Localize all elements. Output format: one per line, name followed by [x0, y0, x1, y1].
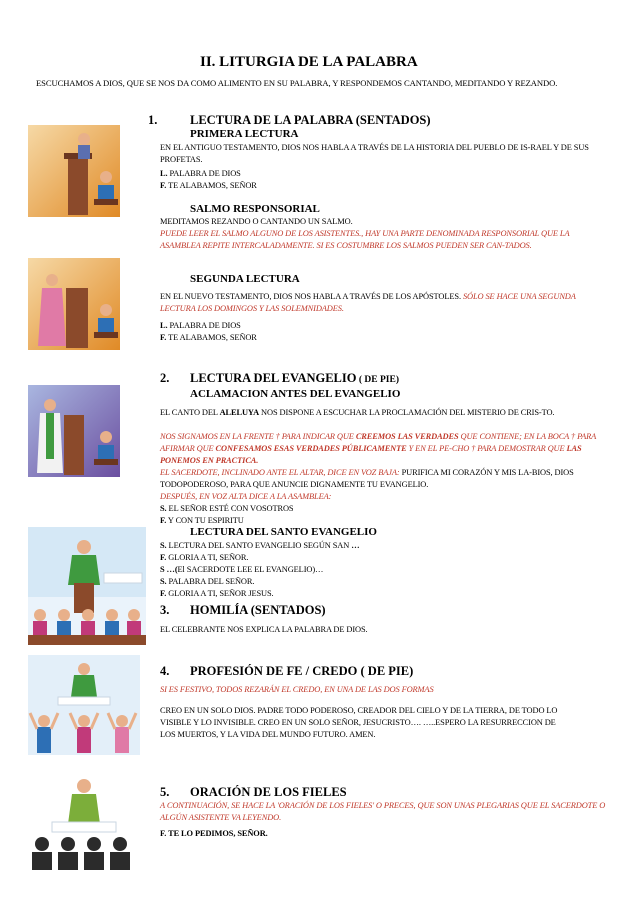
gospel-line-1: S. LECTURA DEL SANTO EVANGELIO SEGÚN SAN … [160, 541, 360, 550]
section-5-title: ORACIÓN DE LOS FIELES [190, 785, 347, 799]
section-4-title: PROFESIÓN DE FE / CREDO ( DE PIE) [190, 664, 414, 678]
gospel-line-4: S. PALABRA DEL SEÑOR. [160, 577, 255, 586]
gospel-line-2: F. GLORIA A TI, SEÑOR. [160, 553, 249, 562]
illustration-creed [28, 655, 140, 755]
first-reading-text: EN EL ANTIGUO TESTAMENTO, DIOS NOS HABLA A TRAVÉS DE LA HISTORIA DEL PUEBLO DE IS-RAEL Y DE SUS PROFETAS. [160, 143, 589, 164]
intro-text: ESCUCHAMOS A DIOS, QUE SE NOS DA COMO ALIMENTO EN SU PALABRA, Y RESPONDEMOS CANTANDO, MEDITANDO Y REZANDO. [36, 78, 558, 88]
homily-text: EL CELEBRANTE NOS EXPLICA LA PALABRA DE DIOS. [160, 625, 368, 634]
illustration-gospel-acclamation [28, 385, 120, 477]
section-3-number: 3. [160, 603, 170, 617]
prayer-note: A CONTINUACIÓN, SE HACE LA 'ORACIÓN DE LOS FIELES' O PRECES, QUE SON UNAS PLEGARIAS QUE EL SACERDOTE O ALGÚN ASISTENTE VA LEYENDO. [160, 801, 606, 822]
illustration-gospel-reading [28, 527, 146, 645]
creed-note: SI ES FESTIVO, TODOS REZARÁN EL CREDO, EN UNA DE LAS DOS FORMAS [160, 685, 434, 694]
second-reading-heading: SEGUNDA LECTURA [190, 273, 300, 285]
section-5-number: 5. [160, 785, 170, 799]
creed-text: CREO EN UN SOLO DIOS. PADRE TODO PODEROSO, CREADOR DEL CIELO Y DE LA TIERRA, DE TODO LO VISIBLE Y LO INVISIBLE. CREO EN UN SOLO SEÑOR, JESUCRISTO…. …..ESPERO LA RESURRECCION DE LOS MUERTOS, Y LA VIDA DEL MUNDO FUTURO. AMEN. [160, 706, 558, 739]
gospel-line-3: S …(El SACERDOTE LEE EL EVANGELIO)… [160, 565, 324, 574]
priest-aloud-note: DESPUÉS, EN VOZ ALTA DICE A LA ASAMBLEA: [160, 492, 332, 501]
gospel-heading: LECTURA DEL SANTO EVANGELIO [190, 526, 377, 538]
psalm-note: PUEDE LEER EL SALMO ALGUNO DE LOS ASISTENTES., HAY UNA PARTE DENOMINADA RESPONSORIAL QUE LA ASAMBLEA REPITE INTERCALADAMENTE. SI ES COSTUMBRE LOS SALMOS PUEDEN SER CAN-TADOS. [160, 229, 570, 250]
acclamation-text: EL CANTO DEL ALELUYA NOS DISPONE A ESCUCHAR LA PROCLAMACIÓN DEL MISTERIO DE CRIS-TO. [160, 408, 555, 417]
dialogue-s: S. EL SEÑOR ESTÉ CON VOSOTROS [160, 504, 294, 513]
second-reading-response-l: L. PALABRA DE DIOS [160, 321, 241, 330]
section-1-title: LECTURA DE LA PALABRA (SENTADOS) [190, 113, 431, 127]
second-reading-text: EN EL NUEVO TESTAMENTO, DIOS NOS HABLA A TRAVÉS DE LOS APÓSTOLES. SÓLO SE HACE UNA SEGUNDA LECTURA LOS DOMINGOS Y LAS SOLEMNIDADES. [160, 292, 576, 313]
section-4-number: 4. [160, 664, 170, 678]
first-reading-response-f: F. TE ALABAMOS, SEÑOR [160, 181, 257, 190]
gospel-line-5: F. GLORIA A TI, SEÑOR JESUS. [160, 589, 274, 598]
psalm-heading: SALMO RESPONSORIAL [190, 203, 320, 215]
second-reading-response-f: F. TE ALABAMOS, SEÑOR [160, 333, 257, 342]
illustration-second-reading [28, 258, 120, 350]
page-title: II. LITURGIA DE LA PALABRA [200, 54, 418, 70]
first-reading-response-l: L. PALABRA DE DIOS [160, 169, 241, 178]
section-2-number: 2. [160, 371, 170, 385]
illustration-first-reading [28, 125, 120, 217]
section-3-title: HOMILÍA (SENTADOS) [190, 603, 326, 617]
first-reading-heading: PRIMERA LECTURA [190, 128, 299, 140]
illustration-prayer-faithful [28, 770, 146, 870]
psalm-text: MEDITAMOS REZANDO O CANTANDO UN SALMO. [160, 217, 353, 226]
priest-prayer-text: EL SACERDOTE, INCLINADO ANTE EL ALTAR, DICE EN VOZ BAJA: PURIFICA MI CORAZÓN Y MIS LA-BIOS, DIOS TODOPODEROSO, PARA QUE ANUNCIE DIGNAMENTE TU EVANGELIO. [160, 468, 574, 489]
section-2-title: LECTURA DEL EVANGELIO ( DE PIE) [190, 371, 399, 385]
acclamation-heading: ACLAMACION ANTES DEL EVANGELIO [190, 388, 401, 400]
prayer-response: F. TE LO PEDIMOS, SEÑOR. [160, 829, 268, 838]
sign-of-cross-note: NOS SIGNAMOS EN LA FRENTE † PARA INDICAR QUE CREEMOS LAS VERDADES QUE CONTIENE; EN LA BOCA † PARA AFIRMAR QUE CONFESAMOS ESAS VERDADES PÚBLICAMENTE Y EN EL PE-CHO † PARA DEMOSTRAR QUE LAS PONEMOS EN PRACTICA. [160, 432, 596, 465]
section-1-number: 1. [148, 113, 158, 127]
dialogue-f: F. Y CON TU ESPIRITU [160, 516, 244, 525]
